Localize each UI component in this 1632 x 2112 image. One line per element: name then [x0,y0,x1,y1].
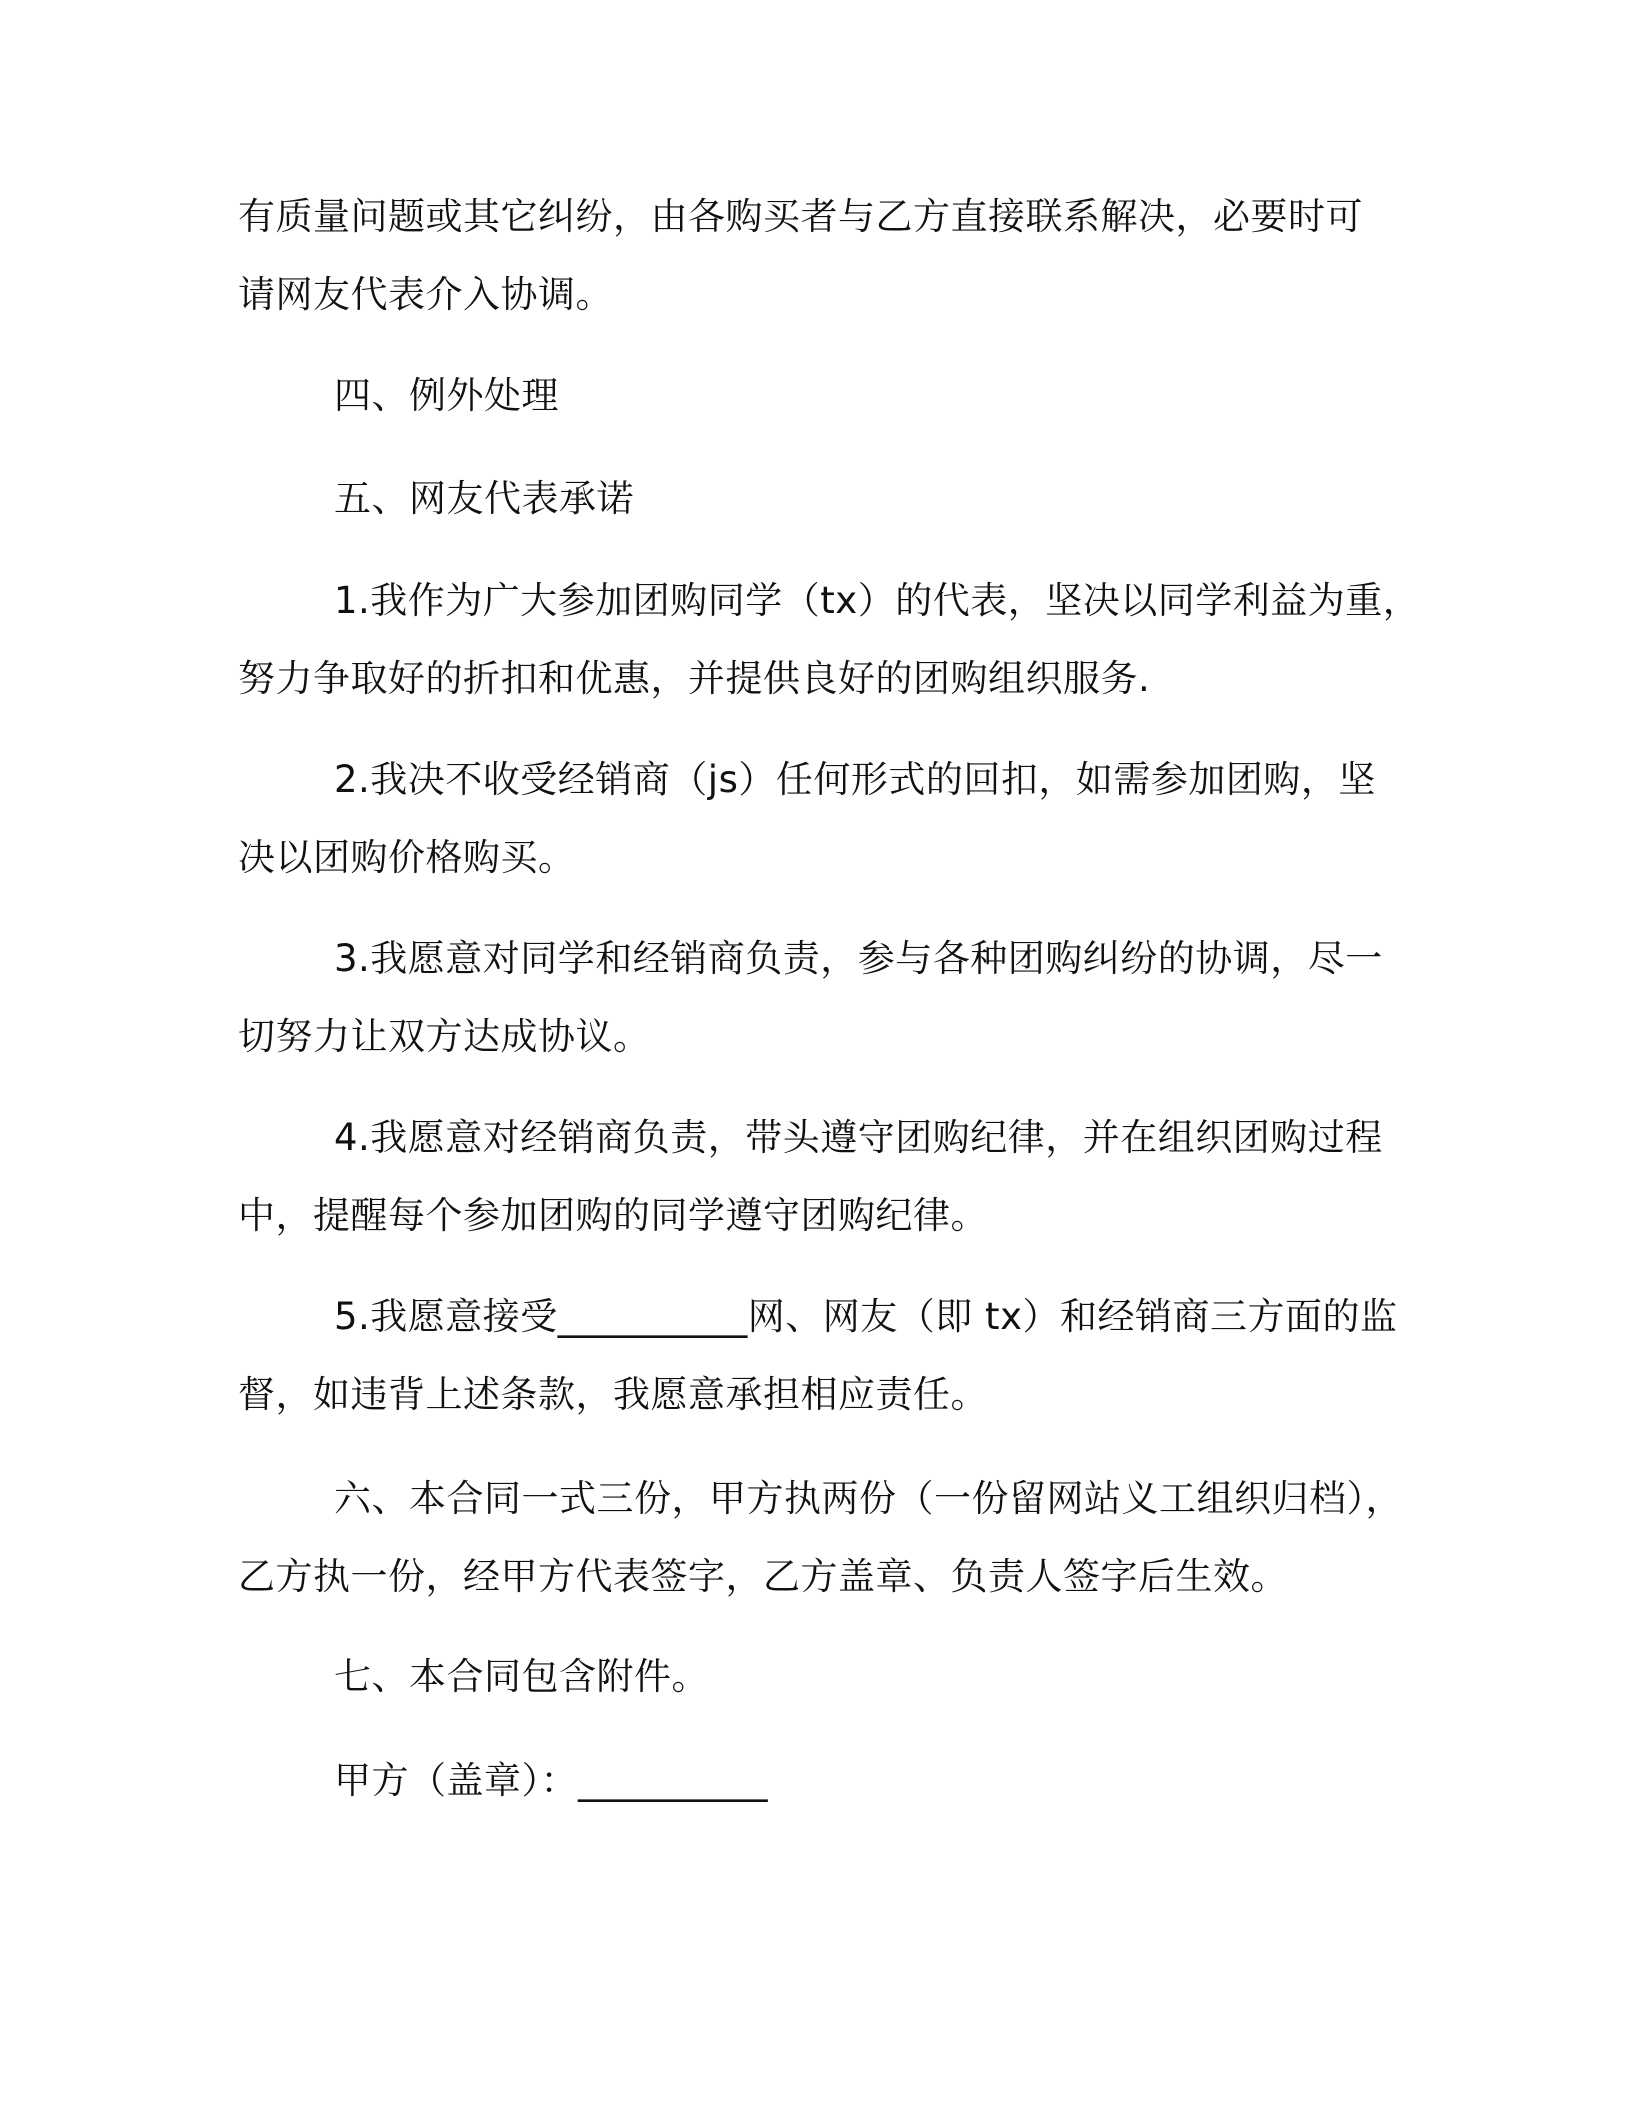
text-line: 乙方执一份，经甲方代表签字，乙方盖章、负责人签字后生效。 [238,1555,1288,1598]
signature-party-a-seal [238,1742,1398,1820]
paragraph-commitment-5 [238,1278,1398,1434]
text-line: 督，如违背上述条款，我愿意承担相应责任。 [238,1373,988,1416]
text-line: 5.我愿意接受__________网、网友（即 tx）和经销商三方面的监 [334,1295,1398,1338]
text-line: 七、本合同包含附件。 [334,1655,709,1698]
text-line: 努力争取好的折扣和优惠，并提供良好的团购组织服务. [238,657,1151,700]
paragraph-copies-clause [238,1460,1403,1616]
paragraph-commitment-3 [238,920,1398,1076]
paragraph-dispute-continuation [238,178,1398,334]
paragraph-commitment-2 [238,741,1398,897]
text-line: 2.我决不收受经销商（js）任何形式的回扣，如需参加团购，坚 [334,758,1376,801]
paragraph-commitment-1 [238,562,1421,718]
paragraph-attachments-clause [238,1638,1398,1716]
text-line: 五、网友代表承诺 [334,477,634,520]
text-line: 中，提醒每个参加团购的同学遵守团购纪律。 [238,1194,988,1237]
text-line: 1.我作为广大参加团购同学（tx）的代表，坚决以同学利益为重， [334,579,1421,622]
heading-representative-commitment [238,460,1398,538]
text-line: 六、本合同一式三份，甲方执两份（一份留网站义工组织归档）， [334,1477,1403,1520]
paragraph-commitment-4 [238,1099,1398,1255]
text-line: 4.我愿意对经销商负责，带头遵守团购纪律，并在组织团购过程 [334,1116,1383,1159]
text-line: 请网友代表介入协调。 [238,273,613,316]
text-line: 决以团购价格购买。 [238,836,576,879]
text-line: 3.我愿意对同学和经销商负责，参与各种团购纠纷的协调，尽一 [334,937,1383,980]
text-line: 切努力让双方达成协议。 [238,1015,651,1058]
text-line: 有质量问题或其它纠纷，由各购买者与乙方直接联系解决，必要时可 [238,195,1363,238]
text-line: 四、例外处理 [334,374,559,417]
heading-exception-handling [238,357,1398,435]
text-line: 甲方（盖章）：__________ [334,1759,768,1802]
